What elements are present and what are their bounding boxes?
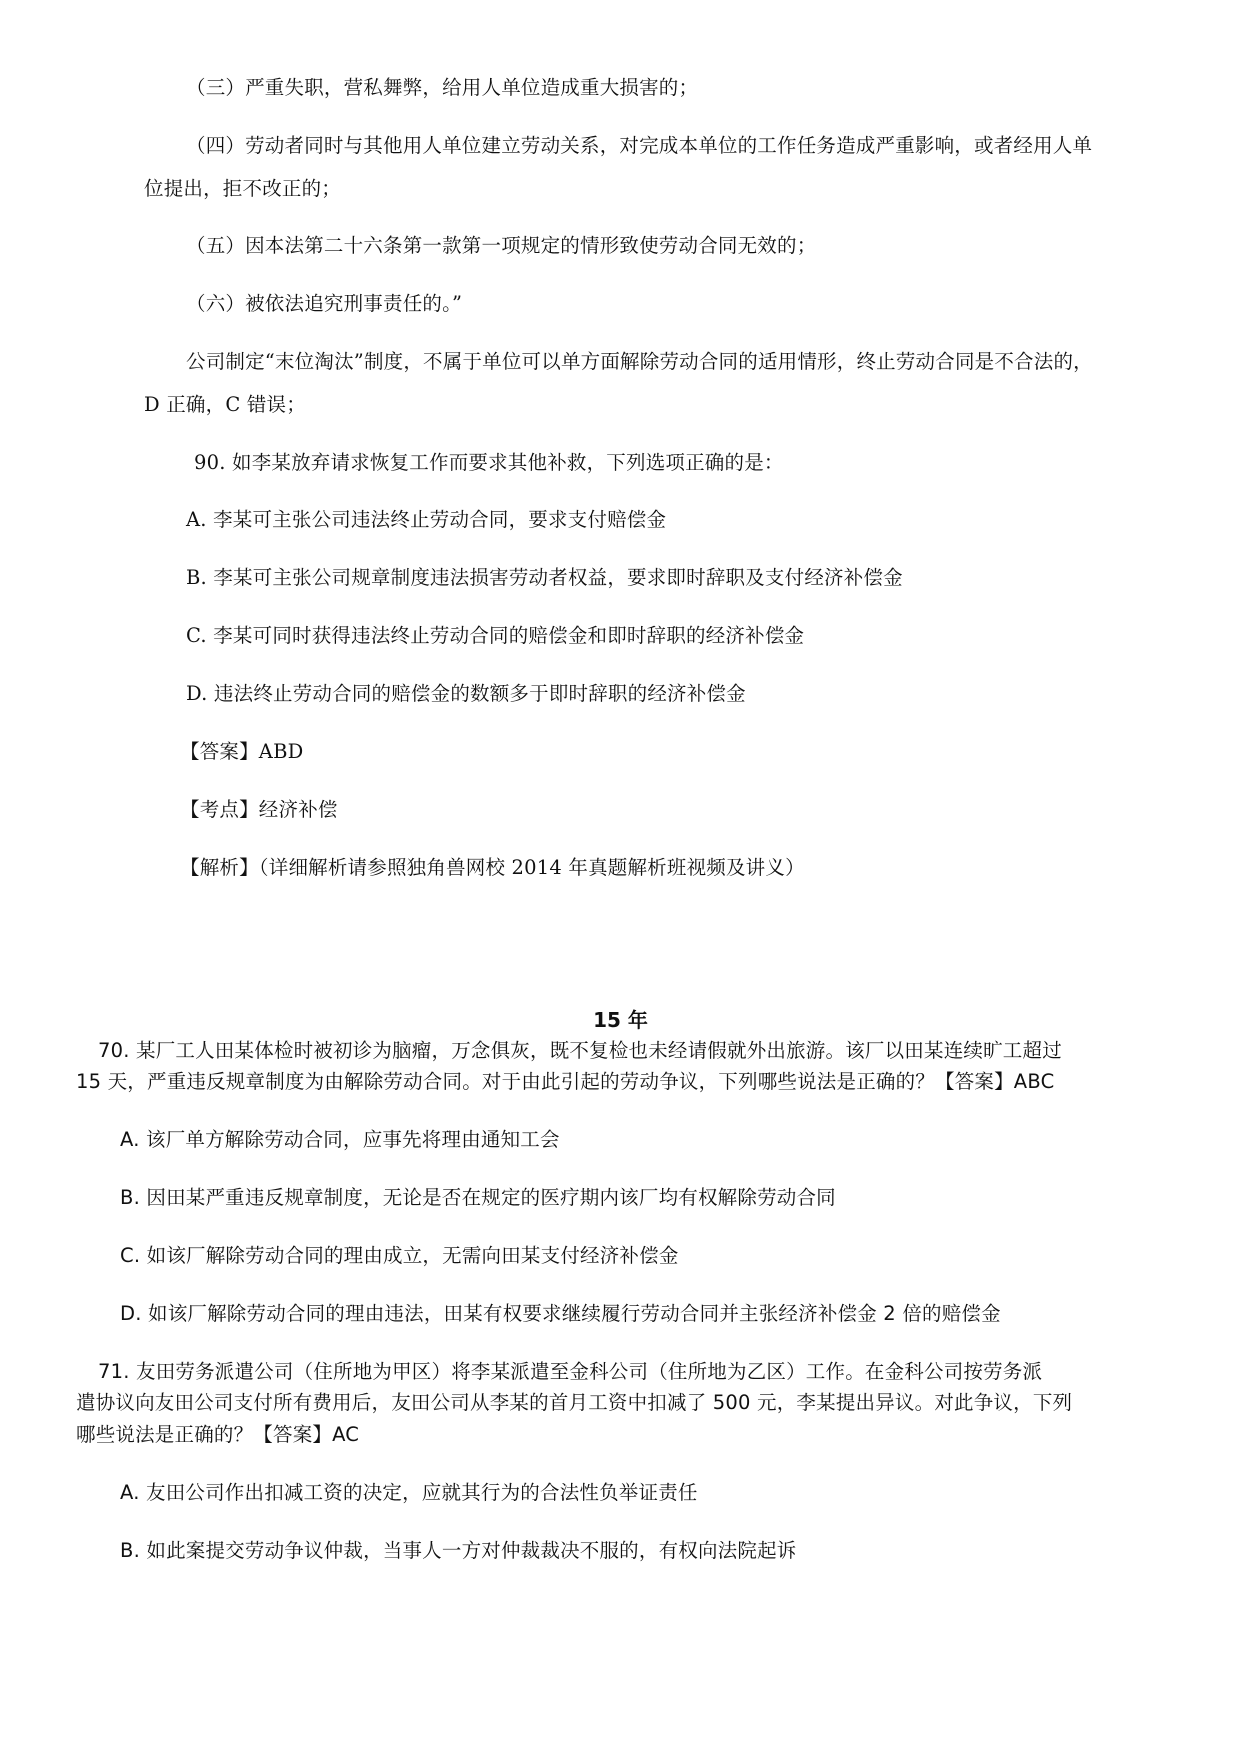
question-71-option-b: B. 如此案提交劳动争议仲裁，当事人一方对仲裁裁决不服的，有权向法院起诉	[120, 1539, 797, 1562]
answer-label: 【答案】ABD	[180, 740, 304, 763]
question-71-line-2: 遣协议向友田公司支付所有费用后，友田公司从李某的首月工资中扣减了 500 元，李某提出异议。对此争议，下列	[76, 1391, 1073, 1414]
question-90-option-b: B. 李某可主张公司规章制度违法损害劳动者权益，要求即时辞职及支付经济补偿金	[186, 566, 903, 589]
list-item-4-line-2: 位提出，拒不改正的；	[144, 177, 342, 200]
jiexi-label: 【解析】（详细解析请参照独角兽网校 2014 年真题解析班视频及讲义）	[180, 856, 805, 879]
analysis-paragraph-line-1: 公司制定“末位淘汰”制度，不属于单位可以单方面解除劳动合同的适用情形，终止劳动合同是不合法的，	[186, 350, 1093, 373]
list-item-4-line-1: （四）劳动者同时与其他用人单位建立劳动关系，对完成本单位的工作任务造成严重影响，或者经用人单	[186, 134, 1093, 157]
question-70-line-2: 15 天，严重违反规章制度为由解除劳动合同。对于由此引起的劳动争议，下列哪些说法是正确的？【答案】ABC	[76, 1070, 1055, 1093]
question-70-option-b: B. 因田某严重违反规章制度，无论是否在规定的医疗期内该厂均有权解除劳动合同	[120, 1186, 836, 1209]
kaodian-label: 【考点】经济补偿	[180, 798, 338, 821]
question-90: 90. 如李某放弃请求恢复工作而要求其他补救，下列选项正确的是：	[194, 451, 784, 474]
question-70-option-d: D. 如该厂解除劳动合同的理由违法，田某有权要求继续履行劳动合同并主张经济补偿金 2 倍的赔偿金	[120, 1302, 1001, 1325]
year-heading: 15 年	[593, 1008, 648, 1032]
question-70-option-c: C. 如该厂解除劳动合同的理由成立，无需向田某支付经济补偿金	[120, 1244, 679, 1267]
question-70-option-a: A. 该厂单方解除劳动合同，应事先将理由通知工会	[120, 1128, 560, 1151]
question-71-option-a: A. 友田公司作出扣减工资的决定，应就其行为的合法性负举证责任	[120, 1481, 698, 1504]
list-item-5: （五）因本法第二十六条第一款第一项规定的情形致使劳动合同无效的；	[186, 234, 817, 257]
analysis-paragraph-line-2: D 正确，C 错误；	[144, 393, 306, 416]
question-90-option-c: C. 李某可同时获得违法终止劳动合同的赔偿金和即时辞职的经济补偿金	[186, 624, 805, 647]
question-90-option-a: A. 李某可主张公司违法终止劳动合同，要求支付赔偿金	[186, 508, 667, 531]
question-70-line-1: 70. 某厂工人田某体检时被初诊为脑瘤，万念俱灰，既不复检也未经请假就外出旅游。该厂以田某连续旷工超过	[98, 1039, 1062, 1062]
question-90-option-d: D. 违法终止劳动合同的赔偿金的数额多于即时辞职的经济补偿金	[186, 682, 746, 705]
list-item-3: （三）严重失职，营私舞弊，给用人单位造成重大损害的；	[186, 76, 699, 99]
question-71-line-1: 71. 友田劳务派遣公司（住所地为甲区）将李某派遣至金科公司（住所地为乙区）工作。在金科公司按劳务派	[98, 1360, 1043, 1383]
question-71-line-3: 哪些说法是正确的？【答案】AC	[76, 1423, 360, 1446]
list-item-6: （六）被依法追究刑事责任的。”	[186, 292, 463, 315]
